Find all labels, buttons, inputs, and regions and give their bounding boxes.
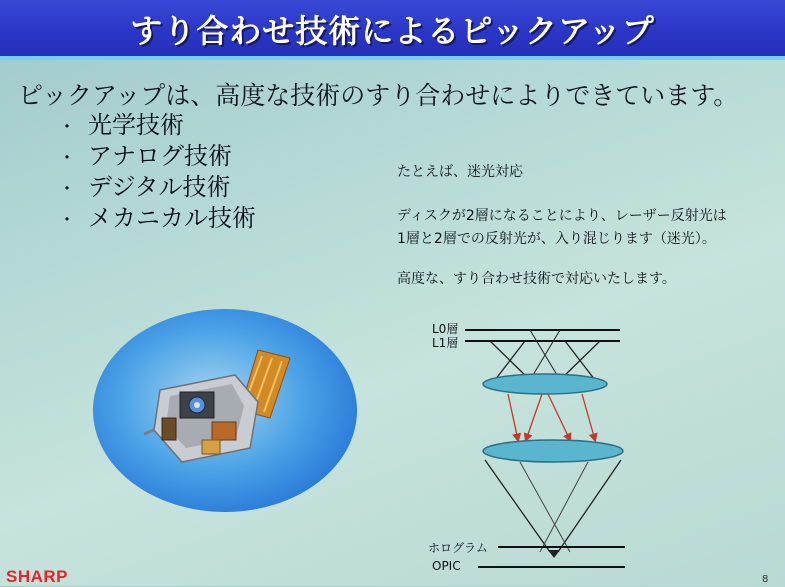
sharp-logo: SHARP: [6, 567, 69, 586]
list-item: [58, 110, 256, 141]
bullet-mark: ・: [58, 148, 76, 169]
optical-pickup-image: [140, 330, 310, 480]
technology-list: [58, 110, 256, 234]
bullet-mark: ・: [58, 210, 76, 231]
list-item-label: アナログ技術: [88, 142, 232, 170]
objective-lens: [483, 374, 607, 394]
label-l1: L1層: [432, 336, 459, 350]
page-number: 8: [762, 574, 769, 585]
title-rule: [0, 56, 785, 60]
lead-sentence: ピックアップは、高度な技術のすり合わせによりできています。: [18, 81, 739, 110]
example-line-3: 高度な、すり合わせ技術で対応いたします。: [397, 271, 676, 287]
list-item-label: メカニカル技術: [88, 204, 256, 232]
label-opic: OPIC: [432, 559, 461, 573]
list-item: [58, 141, 256, 172]
list-item-label: 光学技術: [88, 111, 184, 139]
list-item-label: デジタル技術: [88, 173, 231, 201]
bullet-mark: ・: [58, 117, 76, 138]
list-item: [58, 172, 256, 203]
bullet-mark: ・: [58, 179, 76, 200]
slide-title: すり合わせ技術によるピックアップ: [130, 12, 655, 50]
example-line-2: 1層と2層での反射光が、入り混じります（迷光）。: [397, 231, 716, 247]
label-hologram: ホログラム: [428, 541, 488, 555]
example-heading: たとえば、迷光対応: [397, 164, 523, 180]
list-item: [58, 203, 256, 234]
example-line-1: ディスクが2層になることにより、レーザー反射光は: [397, 208, 727, 224]
label-l0: L0層: [432, 322, 459, 336]
title-bar: [0, 0, 785, 56]
collimator-lens: [483, 440, 623, 462]
